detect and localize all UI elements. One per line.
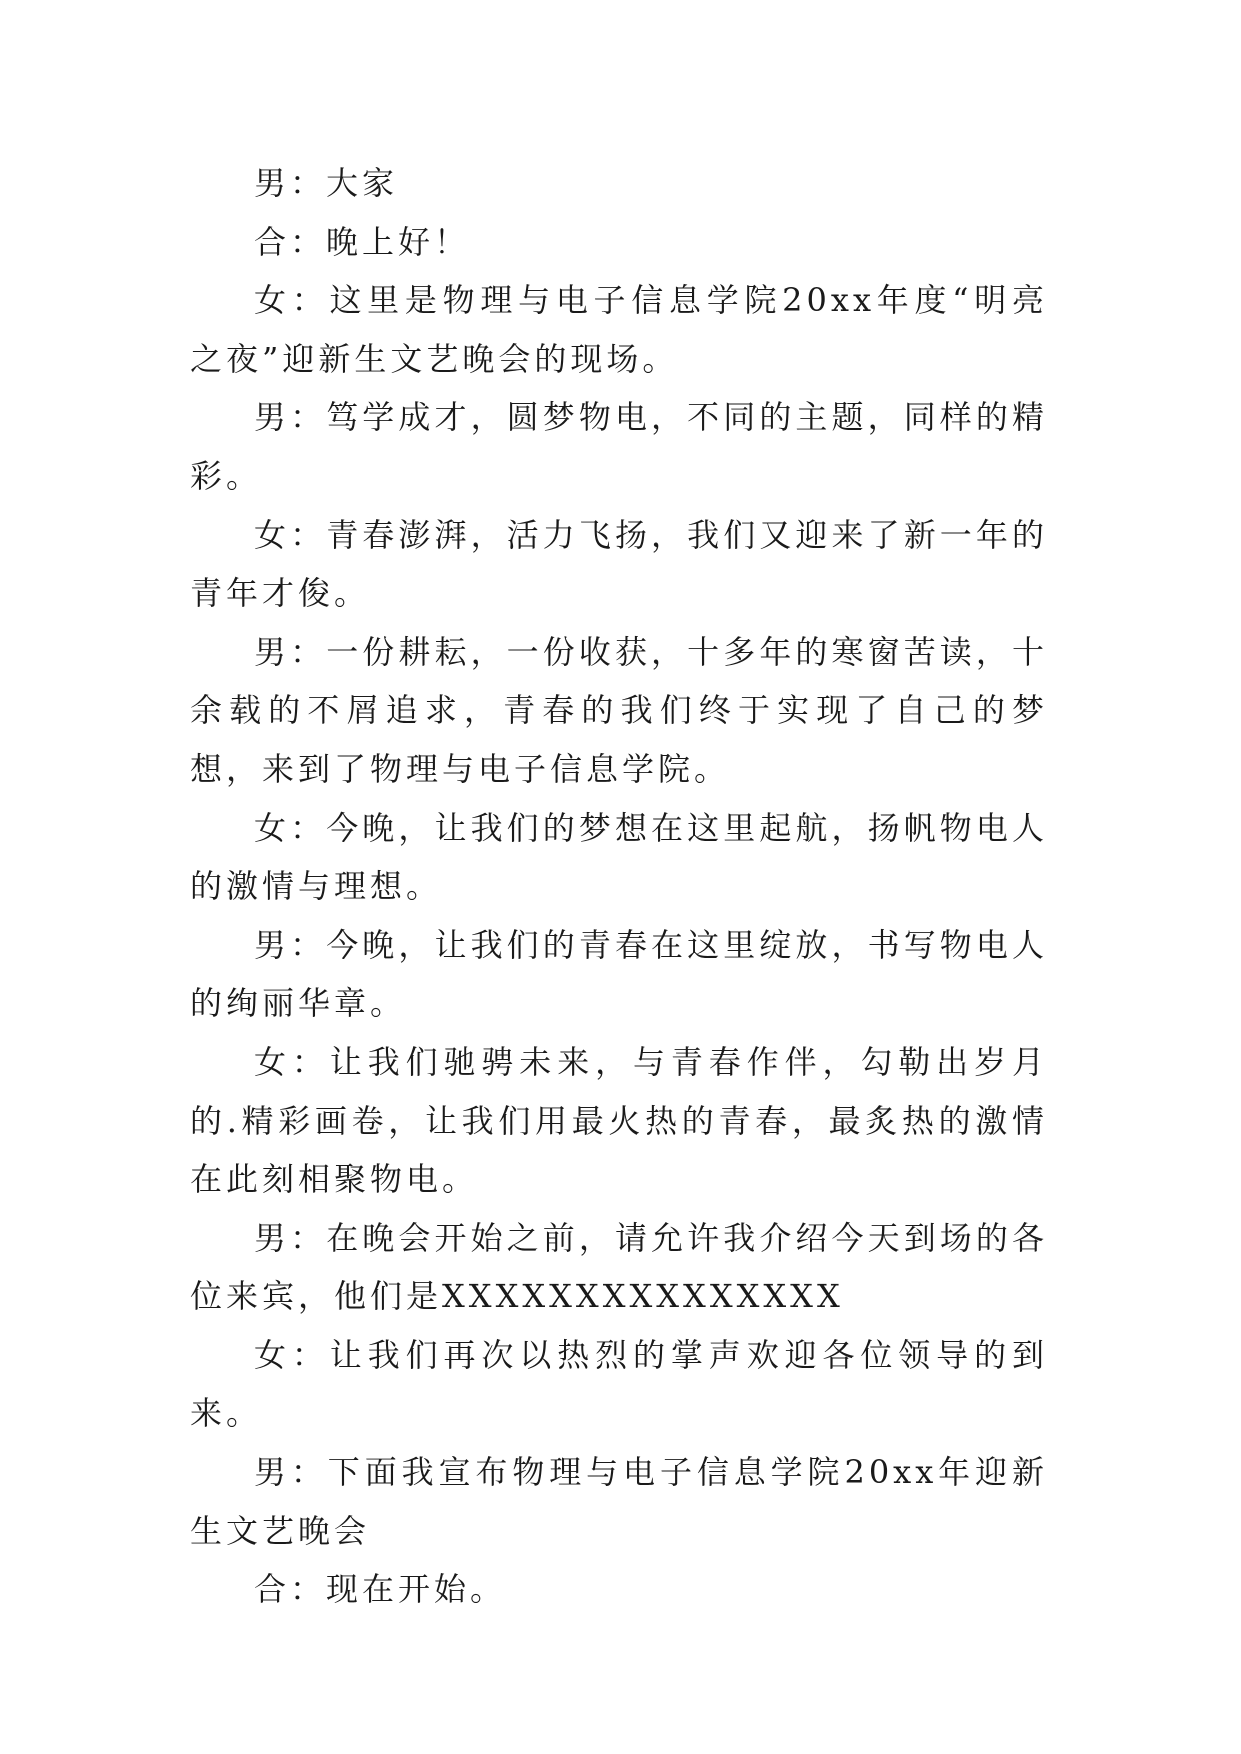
paragraph-10: 男：在晚会开始之前，请允许我介绍今天到场的各位来宾，他们是XXXXXXXXXXXXXXX (190, 1218, 1048, 1316)
paragraph-7: 女：今晚，让我们的梦想在这里起航，扬帆物电人的激情与理想。 (190, 808, 1048, 906)
paragraph-11: 女：让我们再次以热烈的掌声欢迎各位领导的到来。 (190, 1335, 1048, 1433)
paragraph-2: 合：晚上好！ (254, 222, 471, 261)
paragraph-9: 女：让我们驰骋未来，与青春作伴，勾勒出岁月的.精彩画卷，让我们用最火热的青春，最炙热的激情在此刻相聚物电。 (190, 1042, 1048, 1199)
paragraph-6: 男：一份耕耘，一份收获，十多年的寒窗苦读，十余载的不屑追求，青春的我们终于实现了自己的梦想，来到了物理与电子信息学院。 (190, 632, 1048, 788)
document-body (190, 154, 1048, 1619)
paragraph-3: 女：这里是物理与电子信息学院20xx年度“明亮之夜”迎新生文艺晚会的现场。 (190, 281, 1048, 378)
paragraph-4: 男：笃学成才，圆梦物电，不同的主题，同样的精彩。 (190, 398, 1048, 495)
paragraph-13: 合：现在开始。 (254, 1570, 507, 1609)
paragraph-12: 男：下面我宣布物理与电子信息学院20xx年迎新生文艺晚会 (190, 1453, 1048, 1550)
paragraph-5: 女：青春澎湃，活力飞扬，我们又迎来了新一年的青年才俊。 (190, 515, 1048, 613)
paragraph-8: 男：今晚，让我们的青春在这里绽放，书写物电人的绚丽华章。 (190, 925, 1048, 1023)
paragraph-1: 男：大家 (254, 164, 399, 202)
